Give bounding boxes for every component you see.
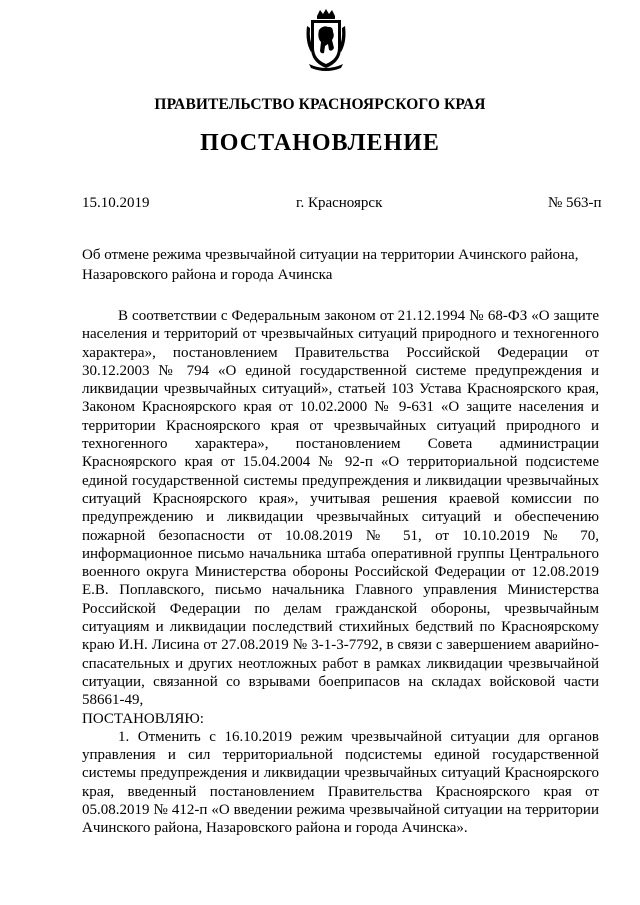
document-type-title: ПОСТАНОВЛЕНИЕ <box>200 130 440 156</box>
document-subject: Об отмене режима чрезвычайной ситуации на территории Ачинского района, Назаровского района и города Ачинска <box>82 247 579 283</box>
document-city: г. Красноярск <box>296 195 383 211</box>
decree-word: ПОСТАНОВЛЯЮ: <box>82 710 204 727</box>
document-date: 15.10.2019 <box>82 195 150 211</box>
document-body <box>82 307 599 838</box>
preamble-paragraph: В соответствии с Федеральным законом от 21.12.1994 № 68-ФЗ «О защите населения и территорий от чрезвычайных ситуаций природного и техногенного характера», постановлением Правительства Российской Федерации от 30.12.2003 № 794 «О единой государственной системе предупреждения и ликвидации чрезвычайных ситуаций», статьей 103 Устава Красноярского края, Законом Красноярского края от 10.02.2000 № 9-631 «О защите населения и территории Красноярского края от чрезвычайных ситуаций природного и техногенного характера», постановлением Совета администрации Красноярского края от 15.04.2004 № 92-п «О территориальной подсистеме единой государственной системы предупреждения и ликвидации чрезвычайных ситуаций Красноярского края», учитывая решения краевой комиссии по предупреждению и ликвидации чрезвычайных ситуаций и обеспечению пожарной безопасности от 10.08.2019 № 51, от 10.10.2019 № 70, информационное письмо начальника штаба оперативной группы Центрального военного округа Министерства обороны Российской Федерации от 12.08.2019 Е.В. Поплавского, письмо начальника Главного управления Министерства Российской Федерации по делам гражданской обороны, чрезвычайным ситуациям и ликвидации последствий стихийных бедствий по Красноярскому краю И.Н. Лисина от 27.08.2019 № 3-1-3-7792, в связи с завершением аварийно-спасательных и других неотложных работ в рамках ликвидации чрезвычайной ситуации, связанной со взрывами боеприпасов на складах войсковой части 58661-49, <box>82 308 599 709</box>
decree-item-1: 1. Отменить с 16.10.2019 режим чрезвычайной ситуации для органов управления и сил территориальной подсистемы единой государственной системы предупреждения и ликвидации чрезвычайных ситуаций Красноярского края, введенный постановлением Правительства Красноярского края от 05.08.2019 № 412-п «О введении режима чрезвычайной ситуации на территории Ачинского района, Назаровского района и города Ачинска». <box>82 728 599 837</box>
organization-name: ПРАВИТЕЛЬСТВО КРАСНОЯРСКОГО КРАЯ <box>154 96 486 113</box>
krasnoyarsk-coat-of-arms-icon <box>305 8 347 72</box>
document-number: № 563-п <box>548 195 602 211</box>
